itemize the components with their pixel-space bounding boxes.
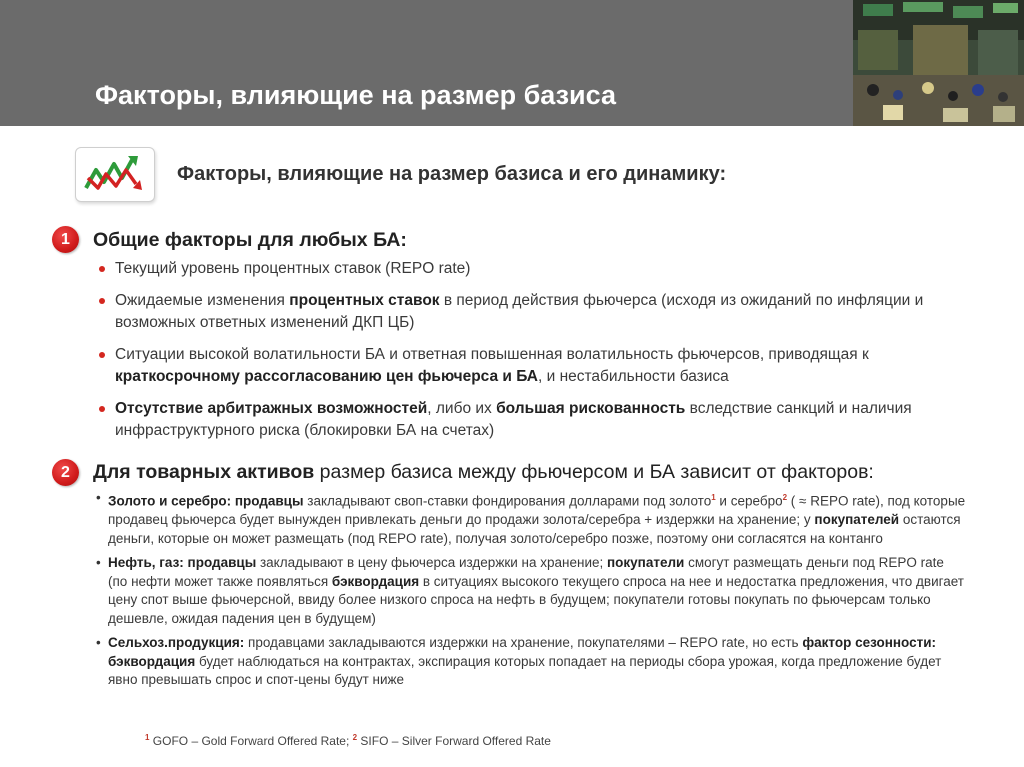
emphasis-text: Нефть, газ: продавцы (108, 555, 257, 570)
footnote (145, 733, 551, 748)
item-text: ( ≈ REPO rate), под которые продавец фьючерса будет вынужден привлекать деньги до продажи золота/серебра + издержки на хранение; у (108, 493, 966, 527)
slide-subtitle: Факторы, влияющие на размер базиса и его динамику: (177, 163, 727, 185)
section-title-rest: размер базиса между фьючерсом и БА зависит от факторов: (314, 461, 874, 483)
list-item (96, 344, 966, 388)
item-text: в период действия фьючерса (исходя из ожиданий по инфляции и возможных ответных изменений ДКП ЦБ) (115, 292, 924, 331)
item-text: закладывают в цену фьючерса издержки на хранение; (256, 555, 607, 570)
item-text: и серебро (715, 493, 783, 509)
emphasis-text: фактор сезонности: бэквордация (108, 635, 937, 669)
footnote-text: GOFO – Gold Forward Offered Rate; (149, 734, 353, 748)
footnote-ref: 2 (782, 493, 788, 502)
item-text: Текущий уровень процентных ставок (REPO rate) (115, 260, 471, 277)
item-text: Ожидаемые изменения (115, 292, 290, 309)
item-text: в ситуациях высокого текущего спроса на нее и недостатка предложения, что двигает цену спот выше фьючерсной, ввиду более низкого спроса на нефть в будущем; покупатели готовы покупать по фьючерсам только дешевле, ожидая падения цен в будущем) (108, 573, 964, 626)
section-title (93, 461, 874, 484)
list-item (96, 634, 966, 690)
section-number-badge: 2 (52, 459, 79, 486)
trading-floor-photo-graphic (853, 0, 1024, 126)
section-number-badge: 1 (52, 226, 79, 253)
trend-arrows-icon (76, 148, 154, 201)
section-title: Общие факторы для любых БА: (93, 229, 407, 251)
general-factors-list (96, 258, 966, 452)
item-text: , и нестабильности базиса (538, 368, 729, 385)
emphasis-text: Золото и серебро: продавцы (108, 493, 304, 509)
list-item (96, 489, 966, 548)
emphasis-text: Отсутствие арбитражных возможностей (115, 400, 428, 417)
footnote-mark: 2 (352, 733, 358, 742)
commodity-factors-list (96, 489, 966, 696)
emphasis-text: покупатели (607, 555, 685, 570)
item-text: будет наблюдаться на контрактах, экспирация которых попадает на периоды сбора урожая, когда предложение будет явно превышать спрос и спот-цены будут ниже (108, 653, 942, 687)
item-text: закладывают своп-ставки фондирования долларами под золото (303, 493, 712, 509)
emphasis-text: бэквордация (331, 573, 420, 589)
item-text: смогут размещать деньги под REPO rate (по нефти может также появляться (108, 555, 944, 589)
item-text: остаются деньги, которые он может размещать (под REPO rate), получая золото/серебро позже, поэтому они согласятся на контанго (108, 512, 961, 546)
footnote-ref: 1 (711, 493, 716, 502)
emphasis-text: покупателей (814, 512, 900, 527)
section-title-bold: Для товарных активов (93, 461, 315, 483)
list-item (96, 398, 966, 442)
item-text: Ситуации высокой волатильности БА и ответная повышенная волатильность фьючерсов, приводящая к (115, 346, 869, 363)
chart-logo (75, 147, 155, 202)
trading-floor-photo (853, 0, 1024, 126)
page-title: Факторы, влияющие на размер базиса (95, 80, 616, 110)
emphasis-text: большая рискованность (496, 400, 686, 417)
list-item (96, 554, 966, 628)
emphasis-text: процентных ставок (289, 292, 440, 309)
list-item (96, 258, 966, 280)
emphasis-text: Сельхоз.продукция: (108, 635, 245, 650)
header-bar (0, 0, 1024, 126)
footnote-text: SIFO – Silver Forward Offered Rate (357, 734, 551, 748)
footnote-mark: 1 (145, 733, 150, 742)
list-item (96, 290, 966, 334)
item-text: , либо их (427, 400, 497, 417)
emphasis-text: краткосрочному рассогласованию цен фьючерса и БА (115, 368, 538, 385)
item-text: продавцами закладываются издержки на хранение, покупателями – REPO rate, но есть (244, 635, 803, 650)
item-text: вследствие санкций и наличия инфраструктурного риска (блокировки БА на счетах) (115, 400, 912, 439)
